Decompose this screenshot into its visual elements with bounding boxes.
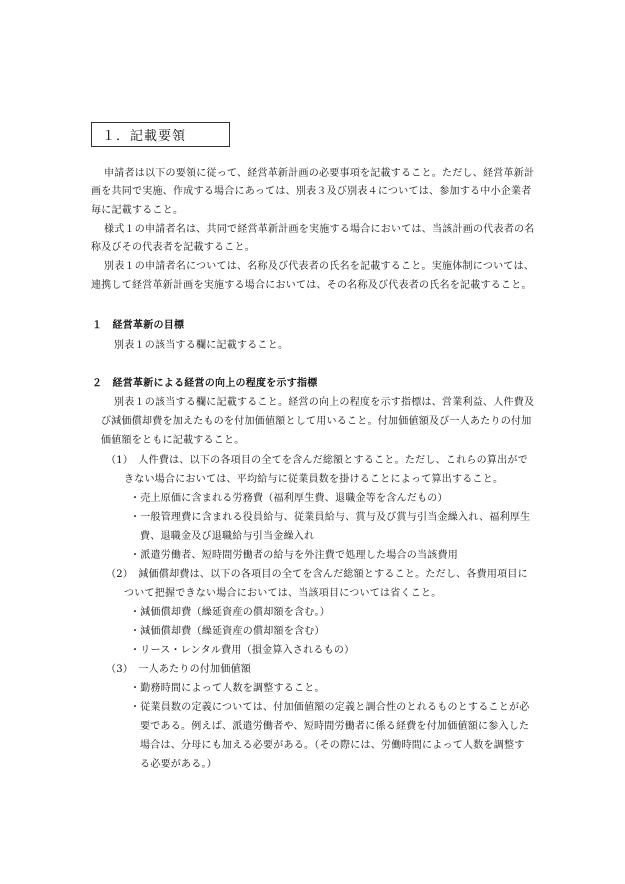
- sub2-bullet: ・リース・レンタル費用（損金算入されるもの）: [130, 645, 355, 656]
- item2-body-line: 別表１の該当する欄に記載すること。経営の向上の程度を示す指標は、営業利益、人件費及: [114, 397, 535, 408]
- intro-line: 別表１の申請者名については、名称及び代表者の氏名を記載すること。実施体制については、: [104, 261, 535, 272]
- item1-body: 別表１の該当する欄に記載すること。: [114, 340, 289, 351]
- sub2-bullet: ・減価償却費（繰延資産の償却額を含む）: [130, 626, 325, 637]
- sub2-bullet: ・減価償却費（繰延資産の償却額を含む。）: [130, 607, 330, 618]
- sub2-line: （2） 減価償却費は、以下の各項目の全てを含んだ総額とすること。ただし、各費用項目に: [106, 569, 528, 580]
- item2-body-line: び減価償却費を加えたものを付加価値額として用いること。付加価値額及び一人あたりの付加: [101, 416, 532, 427]
- sub1-bullet: ・派遣労働者、短時間労働者の給与を外注費で処理した場合の当該費用: [130, 550, 458, 561]
- sub1-bullet: 費、退職金及び退職給与引当金繰入れ: [140, 531, 315, 542]
- sub3-bullet: る必要がある。）: [140, 759, 217, 770]
- intro-line: 申請者は以下の要領に従って、経営革新計画の必要事項を記載すること。ただし、経営革新計: [104, 168, 535, 179]
- item2-body-line: 価値額をともに記載すること。: [101, 435, 245, 446]
- intro-line: 画を共同で実施、作成する場合にあっては、別表３及び別表４については、参加する中小企業者: [91, 186, 532, 197]
- section-title: １．記載要領: [91, 122, 230, 147]
- item1-heading: １ 経営革新の目標: [92, 320, 185, 331]
- intro-line: 称及びその代表者を記載すること。: [91, 242, 255, 253]
- sub3-bullet: ・従業員数の定義については、付加価値額の定義と調合性のとれるものとすることが必: [130, 702, 530, 713]
- sub3-bullet: 場合は、分母にも加える必要がある。（その際には、労働時間によって人数を調整す: [140, 740, 525, 751]
- sub1-bullet: ・売上原価に含まれる労務費（福利厚生費、退職金等を含んだもの）: [130, 493, 448, 504]
- sub1-line: （1） 人件費は、以下の各項目の全てを含んだ総額とすること。ただし、これらの算出がで: [106, 455, 528, 466]
- sub3-bullet: ・勤務時間によって人数を調整すること。: [130, 683, 325, 694]
- sub1-bullet: ・一般管理費に含まれる役員給与、従業員給与、賞与及び賞与引当金繰入れ、福利厚生: [130, 512, 531, 523]
- sub3-bullet: 要である。例えば、派遣労働者や、短時間労働者に係る経費を付加価値額に参入した: [140, 721, 530, 732]
- sub2-line: ついて把握できない場合においては、当該項目については省くこと。: [124, 588, 442, 599]
- sub3-line: （3） 一人あたりの付加価値額: [106, 664, 252, 675]
- sub1-line: きない場合においては、平均給与に従業員数を掛けることによって算出すること。: [124, 474, 504, 485]
- intro-line: 様式１の申請者名は、共同で経営革新計画を実施する場合においては、当該計画の代表者の名: [104, 224, 535, 235]
- item2-heading: ２ 経営革新による経営の向上の程度を示す指標: [92, 378, 318, 389]
- intro-line: 連携して経営革新計画を実施する場合においては、その名称及び代表者の氏名を記載すること。: [91, 280, 532, 291]
- intro-line: 毎に記載すること。: [91, 205, 184, 216]
